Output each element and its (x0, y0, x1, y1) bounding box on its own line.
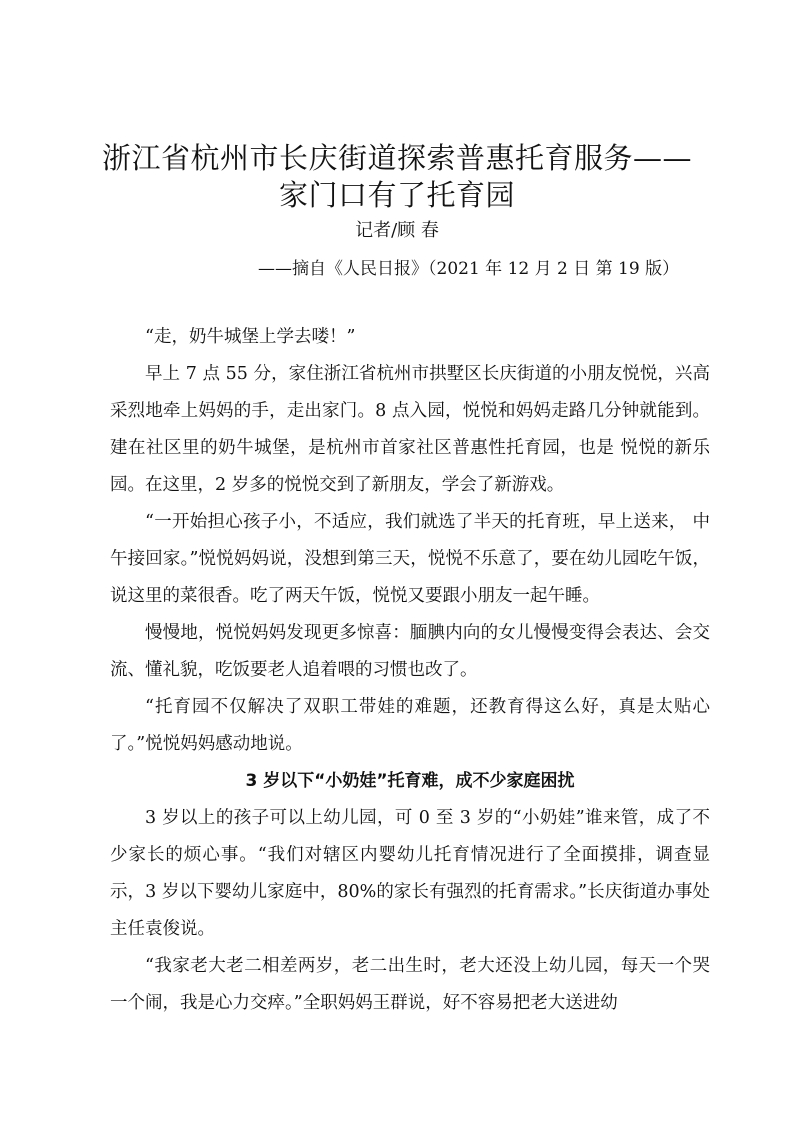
paragraph: “我家老大老二相差两岁，老二出生时，老大还没上幼儿园，每天一个哭一个闹，我是心力交瘁。”全职妈妈王群说，好不容易把老大送进幼 (110, 956, 710, 1013)
article-source: ——摘自《人民日报》（2021 年 12 月 2 日 第 19 版） (258, 259, 680, 279)
paragraph: 慢慢地，悦悦妈妈发现更多惊喜：腼腆内向的女儿慢慢变得会表达、会交流、懂礼貌，吃饭要老人追着喂的习惯也改了。 (110, 623, 710, 680)
paragraph: “托育园不仅解决了双职工带娃的难题，还教育得这么好，真是太贴心了。”悦悦妈妈感动地说。 (110, 697, 710, 754)
article-byline: 记者/顾 春 (355, 220, 439, 241)
paragraph: 3 岁以上的孩子可以上幼儿园，可 0 至 3 岁的“小奶娃”谁来管，成了不少家长的烦心事。“我们对辖区内婴幼儿托育情况进行了全面摸排，调查显示，3 岁以下婴幼儿家庭中，80%的家长有强烈的托育需求。”长庆街道办事处主任袁俊说。 (110, 808, 710, 939)
article-body (110, 319, 710, 1022)
paragraph: “走，奶牛城堡上学去喽！” (145, 327, 356, 347)
article-title-line-1: 浙江省杭州市长庆街道探索普惠托育服务—— (101, 141, 692, 175)
article-title-line-2: 家门口有了托育园 (278, 178, 515, 212)
paragraph: “一开始担心孩子小，不适应，我们就选了半天的托育班，早上送来， 中午接回家。”悦悦妈妈说，没想到第三天，悦悦不乐意了，要在幼儿园吃午饭，说这里的菜很香。吃了两天午饭，悦悦又要跟小朋友一起午睡。 (110, 512, 710, 606)
section-heading: 3 岁以下“小奶娃”托育难，成不少家庭困扰 (245, 771, 575, 791)
paragraph: 早上 7 点 55 分，家住浙江省杭州市拱墅区长庆街道的小朋友悦悦，兴高采烈地牵上妈妈的手，走出家门。8 点入园，悦悦和妈妈走路几分钟就能到。建在社区里的奶牛城堡，是杭州市首家社区普惠性托育园，也是 悦悦的新乐园。在这里，2 岁多的悦悦交到了新朋友，学会了新游戏。 (110, 364, 710, 495)
